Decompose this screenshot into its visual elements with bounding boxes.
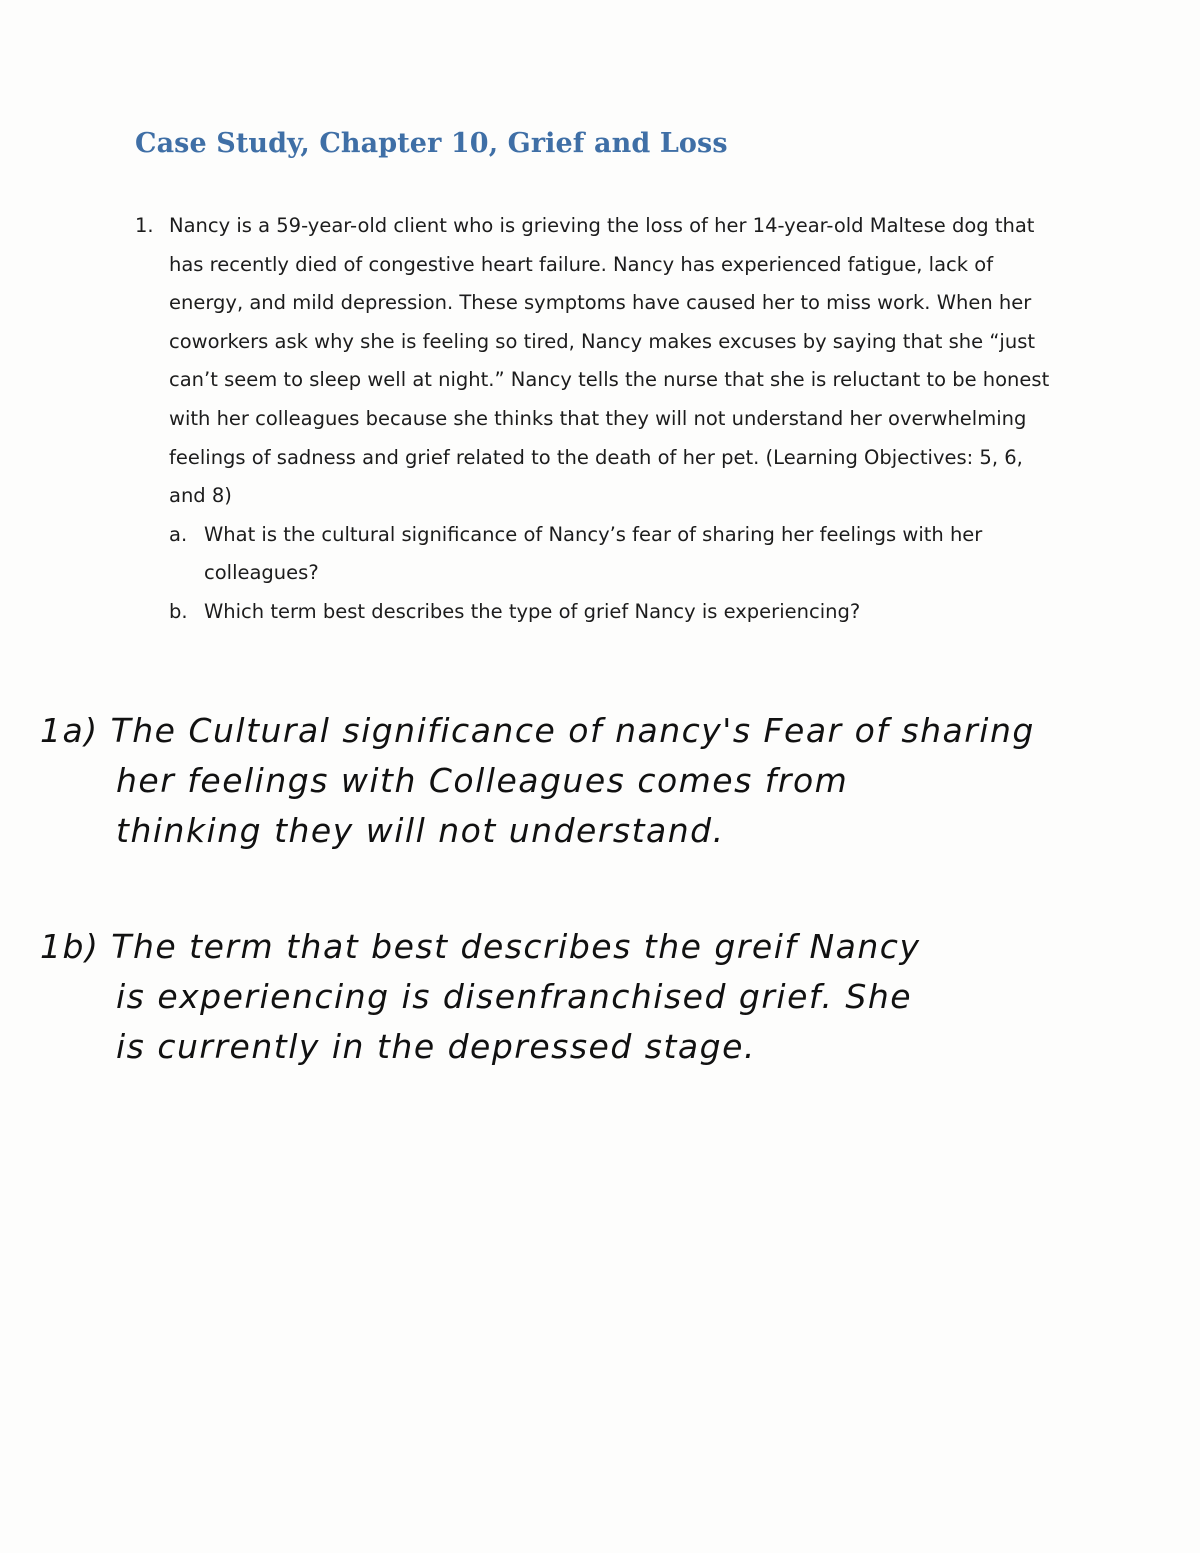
handwritten-answer-1b [40, 922, 920, 1072]
sub-question-letter: b. [169, 599, 188, 623]
case-study-question [135, 207, 1095, 632]
answer-line: her feelings with Colleagues comes from [116, 761, 849, 800]
sub-question-text: What is the cultural significance of Nancy’s fear of sharing her feelings with her colleagues? [204, 522, 983, 585]
answer-line: thinking they will not understand. [116, 811, 725, 850]
sub-question-text: Which term best describes the type of grief Nancy is experiencing? [204, 599, 861, 623]
sub-question-a [169, 516, 1059, 593]
answer-line: 1a) The Cultural significance of nancy's Fear of sharing [40, 711, 1035, 750]
question-text: Nancy is a 59-year-old client who is grieving the loss of her 14-year-old Maltese dog that has recently died of congestive heart failure. Nancy has experienced fatigue, lack of energy, and mild depression. These symptoms have caused her to miss work. When her coworkers ask why she is feeling so tired, Nancy makes excuses by saying that she “just can’t seem to sleep well at night.” Nancy tells the nurse that she is reluctant to be honest with her colleagues because she thinks that they will not understand her overwhelming feelings of sadness and grief related to the death of her pet. (Learning Objectives: 5, 6, and 8) [169, 214, 1050, 508]
handwritten-answer-1a [40, 706, 1035, 856]
answer-line: is currently in the depressed stage. [116, 1027, 756, 1066]
answer-line: is experiencing is disenfranchised grief. She [116, 977, 913, 1016]
sub-question-letter: a. [169, 522, 188, 546]
answer-line: 1b) The term that best describes the greif Nancy [40, 927, 921, 966]
question-number: 1. [135, 214, 154, 237]
sub-question-b [169, 593, 1059, 632]
page-title: Case Study, Chapter 10, Grief and Loss [135, 128, 728, 159]
